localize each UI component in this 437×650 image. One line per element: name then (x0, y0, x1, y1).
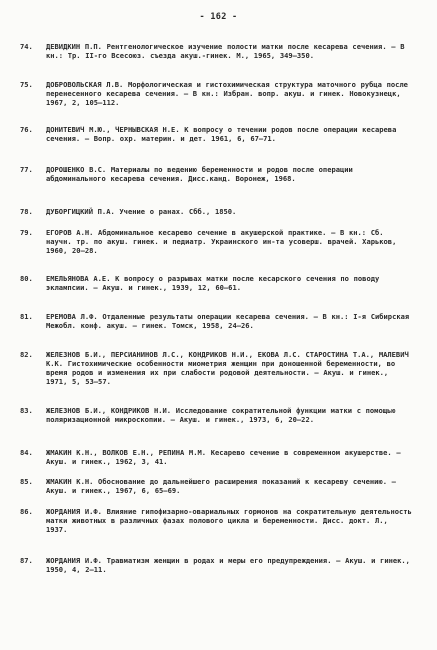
bibliography-entry (20, 406, 412, 424)
entry-text: ЕГОРОВ А.Н. Абдоминальное кесарево сечение в акушерской практике. – В кн.: Сб. научн. тр. по акуш. гинек. и педиатр. Украинского ин-та усоверш. врачей. Харьков, 1960, 20–28. (46, 228, 397, 255)
entry-number: 84. (20, 448, 33, 457)
entry-number: 74. (20, 42, 33, 51)
entry-text: ЖОРДАНИЯ И.Ф. Травматизм женщин в родах и меры его предупреждения. – Акуш. и гинек., 1950, 4, 2–11. (46, 556, 410, 574)
entry-text: ЖМАКИН К.Н. Обоснование до дальнейшего расширения показаний к кесареву сечению. – Акуш. и гинек., 1967, 6, 65–69. (46, 477, 396, 495)
entry-text: ДОБРОВОЛЬСКАЯ Л.В. Морфологическая и гистохимическая структура маточного рубца после перенесенного кесарева сечения. – В кн.: Избран. вопр. акуш. и гинек. Новокузнецк, 1967, 2, 105–112. (46, 80, 408, 107)
page-number: - 162 - (199, 12, 238, 22)
bibliography-entry (20, 448, 412, 466)
entry-text: ДОРОШЕНКО В.С. Материалы по ведению беременности и родов после операции абдоминального кесарева сечения. Дисс.канд. Воронеж, 1968. (46, 165, 353, 183)
entry-number: 78. (20, 207, 33, 216)
entry-text: ДЕВИДКИН П.П. Рентгенологическое изучение полости матки после кесарева сечения. – В кн.: Тр. II-го Всесоюз. съезда акуш.-гинек. М., 1965, 349–350. (46, 42, 405, 60)
bibliography-entry (20, 507, 412, 534)
entry-number: 86. (20, 507, 33, 516)
bibliography-entry (20, 477, 412, 495)
bibliography-entry (20, 228, 412, 255)
entry-number: 75. (20, 80, 33, 89)
entry-text: ЖОРДАНИЯ И.Ф. Влияние гипофизарно-овариальных гормонов на сократительную деятельность матки животных в различных фазах полового цикла и беременности. Дисс. докт. Л., 1937. (46, 507, 412, 534)
entry-number: 79. (20, 228, 33, 237)
entry-text: ЕРЕМОВА Л.Ф. Отдаленные результаты операции кесарева сечения. – В кн.: I-я Сибирская Межобл. конф. акуш. – гинек. Томск, 1958, 24–26. (46, 312, 410, 330)
bibliography-entry (20, 80, 412, 107)
entry-number: 81. (20, 312, 33, 321)
entry-text: ДОНИТЕВИЧ М.Ю., ЧЕРНЫВСКАЯ Н.Е. К вопросу о течении родов после операции кесарева сечения. – Вопр. охр. материн. и дет. 1961, 6, 67–71. (46, 125, 397, 143)
entry-text: ЖЕЛЕЗНОВ Б.И., ПЕРСИАНИНОВ Л.С., КОНДРИКОВ Н.И., ЕКОВА Л.С. СТАРОСТИНА Т.А., МАЛЕВИЧ К.К. Гистохимические особенности миометрия женщин при доношенной беременности, во время родов и изменения их при слабости родовой деятельности. – Акуш. и гинек., 1971, 5, 53–57. (46, 350, 409, 386)
entry-number: 87. (20, 556, 33, 565)
entry-number: 77. (20, 165, 33, 174)
bibliography-entry (20, 274, 412, 292)
entry-number: 85. (20, 477, 33, 486)
entry-number: 76. (20, 125, 33, 134)
bibliography-entry (20, 42, 412, 60)
entry-text: ЖЕЛЕЗНОВ Б.И., КОНДРИКОВ Н.И. Исследование сократительной функции матки с помощью поляризационной микроскопии. – Акуш. и гинек., 1973, 6, 20–22. (46, 406, 396, 424)
bibliography-entry (20, 165, 412, 183)
bibliography-entry (20, 125, 412, 143)
entry-number: 82. (20, 350, 33, 359)
bibliography-entry (20, 350, 412, 386)
bibliography-entry (20, 312, 412, 330)
entry-text: ЖМАКИН К.Н., ВОЛКОВ Е.Н., РЕПИНА М.М. Кесарево сечение в современном акушерстве. – Акуш. и гинек., 1962, 3, 41. (46, 448, 401, 466)
entry-number: 80. (20, 274, 33, 283)
entry-text: ЕМЕЛЬЯНОВА А.Е. К вопросу о разрывах матки после кесарского сечения по поводу эклампсии. – Акуш. и гинек., 1939, 12, 60–61. (46, 274, 380, 292)
entry-text: ДУБОРГИЦКИЙ П.А. Учение о ранах. Сбб., 1850. (46, 207, 237, 216)
entry-number: 83. (20, 406, 33, 415)
bibliography-entry (20, 207, 412, 216)
bibliography-entry (20, 556, 412, 574)
